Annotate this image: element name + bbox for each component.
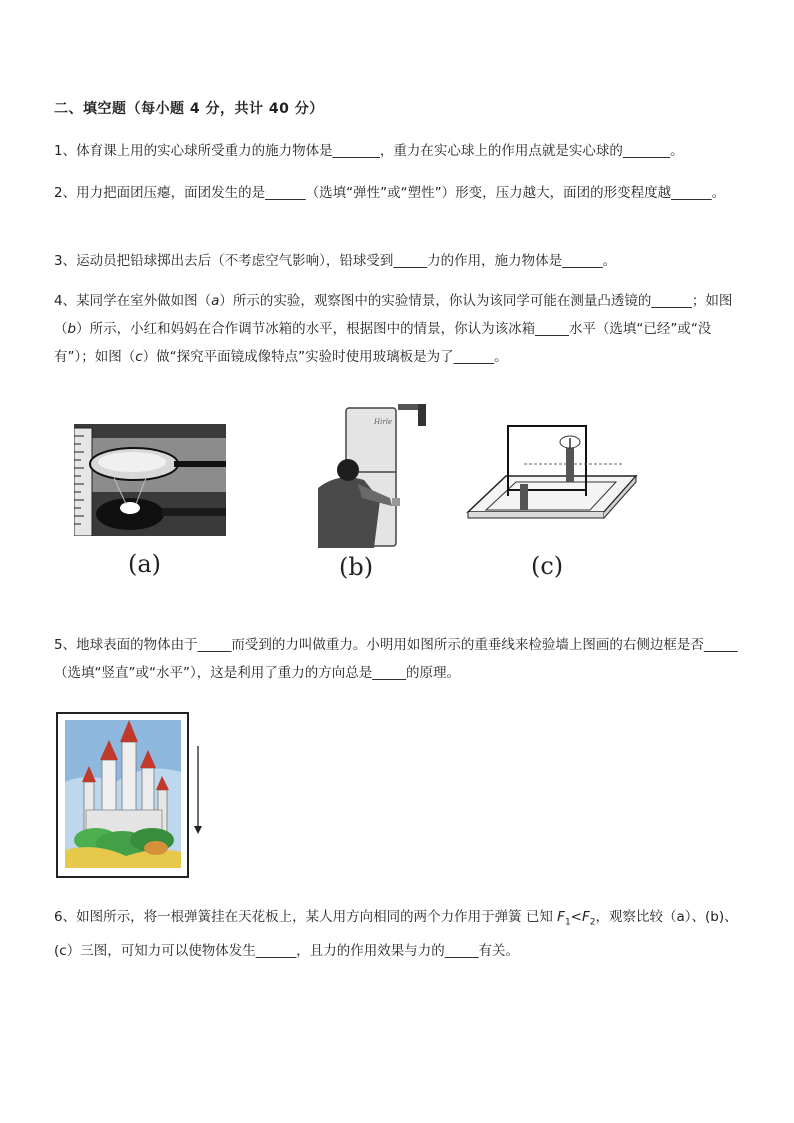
figure-a-caption: (a) <box>128 550 162 578</box>
question-3: 3、运动员把铅球掷出去后（不考虑空气影响），铅球受到_____力的作用，施力物体是______。 <box>54 253 617 269</box>
question-2: 2、用力把面团压瘪，面团发生的是______（选填“弹性”或“塑性”）形变，压力越大，面团的形变程度越______。 <box>54 185 726 201</box>
castle-painting-figure <box>56 712 206 880</box>
question-6: 6、如图所示，将一根弹簧挂在天花板上，某人用方向相同的两个力作用于弹簧 已知 $F_1<F_2$，观察比较（a）、(b)、(c）三图，可知力可以使物体发生______，且力的作用效果与力的_____有关。 <box>54 909 738 959</box>
question-4: 4、某同学在室外做如图（a）所示的实验，观察图中的实验情景，你认为该同学可能在测量凸透镜的______；如图（b）所示，小红和妈妈在合作调节冰箱的水平，根据图中的情景，你认为该冰箱_____水平（选填“已经”或“没有”）；如图（c）做“探究平面镜成像特点”实验时使用玻璃板是为了______。 <box>54 293 733 365</box>
figure-b-fridge-leveling <box>318 402 428 548</box>
fridge-brand-label: Hirle <box>374 418 393 426</box>
question-5: 5、地球表面的物体由于_____而受到的力叫做重力。小明用如图所示的重垂线来检验墙上图画的右侧边框是否_____（选填“竖直”或“水平”），这是利用了重力的方向总是_____的原理。 <box>54 637 738 681</box>
figure-c-plane-mirror <box>464 422 640 522</box>
question-1: 1、体育课上用的实心球所受重力的施力物体是_______，重力在实心球上的作用点就是实心球的_______。 <box>54 143 684 159</box>
section-title: 二、填空题（每小题 4 分，共计 40 分） <box>54 101 324 117</box>
figure-a-lens-experiment <box>74 424 226 536</box>
figure-b-caption: (b) <box>339 553 374 581</box>
figure-c-caption: (c) <box>531 552 564 580</box>
